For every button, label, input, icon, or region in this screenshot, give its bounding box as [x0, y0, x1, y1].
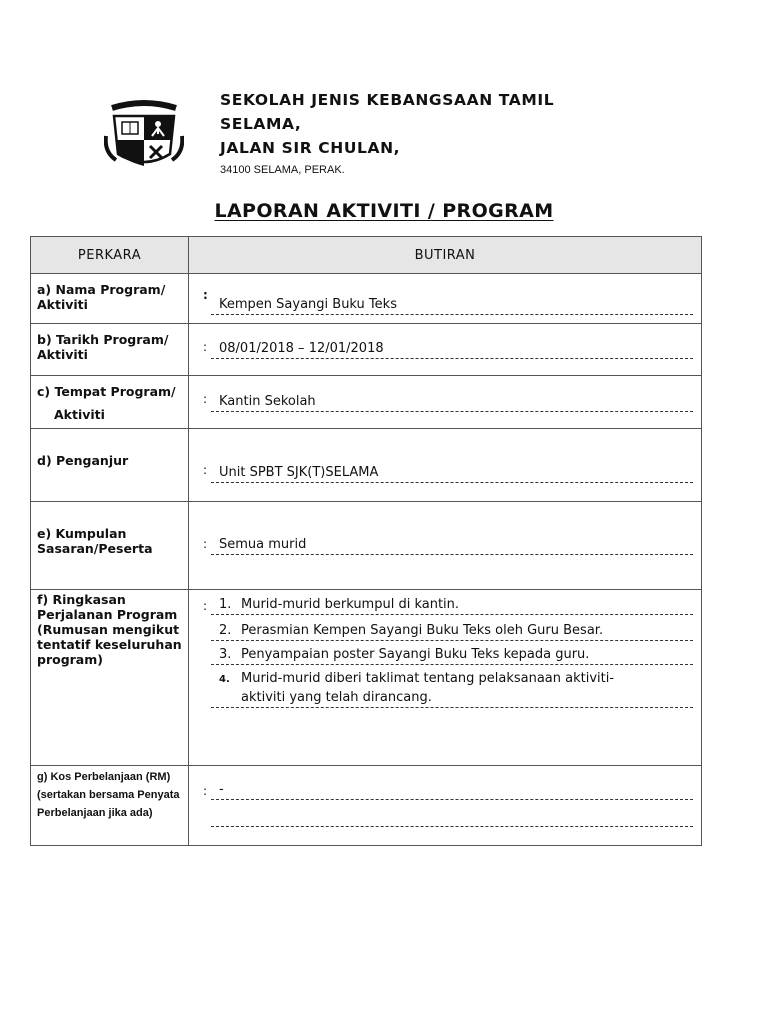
row-e-value: Semua murid	[211, 536, 693, 555]
school-street: JALAN SIR CHULAN,	[220, 139, 401, 157]
row-b	[31, 324, 702, 376]
row-g-label: g) Kos Perbelanjaan (RM) (sertakan bersama Penyata Perbelanjaan jika ada)	[31, 766, 189, 846]
row-g-value-cell	[189, 766, 702, 846]
row-a	[31, 274, 702, 324]
row-e	[31, 502, 702, 590]
row-c-value: Kantin Sekolah	[211, 393, 693, 412]
row-e-label: e) Kumpulan Sasaran/Peserta	[31, 502, 189, 590]
colon: :	[203, 463, 208, 477]
row-c	[31, 376, 702, 429]
list-item: 1. Murid-murid berkumpul di kantin.	[211, 596, 693, 615]
row-c-label: c) Tempat Program/ Aktiviti	[31, 376, 189, 429]
row-a-label: a) Nama Program/ Aktiviti	[31, 274, 189, 324]
list-item: 3. Penyampaian poster Sayangi Buku Teks kepada guru.	[211, 646, 693, 665]
colon: :	[203, 392, 208, 406]
row-e-value-cell	[189, 502, 702, 590]
school-header	[220, 88, 740, 176]
colon: :	[203, 340, 208, 354]
list-item: 2. Perasmian Kempen Sayangi Buku Teks oleh Guru Besar.	[211, 622, 693, 641]
row-f-value-cell	[189, 590, 702, 766]
col-header-butiran: BUTIRAN	[189, 237, 702, 274]
row-d-value: Unit SPBT SJK(T)SELAMA	[211, 464, 693, 483]
row-b-value-cell	[189, 324, 702, 376]
header-row	[31, 237, 702, 274]
col-header-perkara: PERKARA	[31, 237, 189, 274]
blank-line	[211, 826, 693, 827]
school-crest-logo	[104, 96, 184, 176]
row-f	[31, 590, 702, 766]
row-c-value-cell	[189, 376, 702, 429]
row-g-value: -	[211, 781, 693, 800]
school-name-line2: SELAMA,	[220, 115, 302, 133]
row-b-value: 08/01/2018 – 12/01/2018	[211, 340, 693, 359]
row-a-value: Kempen Sayangi Buku Teks	[211, 296, 693, 315]
colon: :	[203, 784, 208, 798]
row-d	[31, 429, 702, 502]
row-f-label: f) Ringkasan Perjalanan Program (Rumusan mengikut tentatif keseluruhan program)	[31, 590, 189, 766]
school-address: 34100 SELAMA, PERAK.	[220, 164, 345, 176]
row-g	[31, 766, 702, 846]
row-a-value-cell	[189, 274, 702, 324]
row-b-label: b) Tarikh Program/ Aktiviti	[31, 324, 189, 376]
colon: :	[203, 288, 208, 302]
row-d-label: d) Penganjur	[31, 429, 189, 502]
colon: :	[203, 537, 208, 551]
report-table	[30, 236, 702, 846]
report-title: LAPORAN AKTIVITI / PROGRAM	[214, 200, 554, 222]
list-item: 4. Murid-murid diberi taklimat tentang pelaksanaan aktiviti- aktiviti yang telah dirancang.	[211, 670, 693, 708]
row-d-value-cell	[189, 429, 702, 502]
school-name-line1: SEKOLAH JENIS KEBANGSAAN TAMIL	[220, 91, 555, 109]
colon: :	[203, 599, 208, 613]
